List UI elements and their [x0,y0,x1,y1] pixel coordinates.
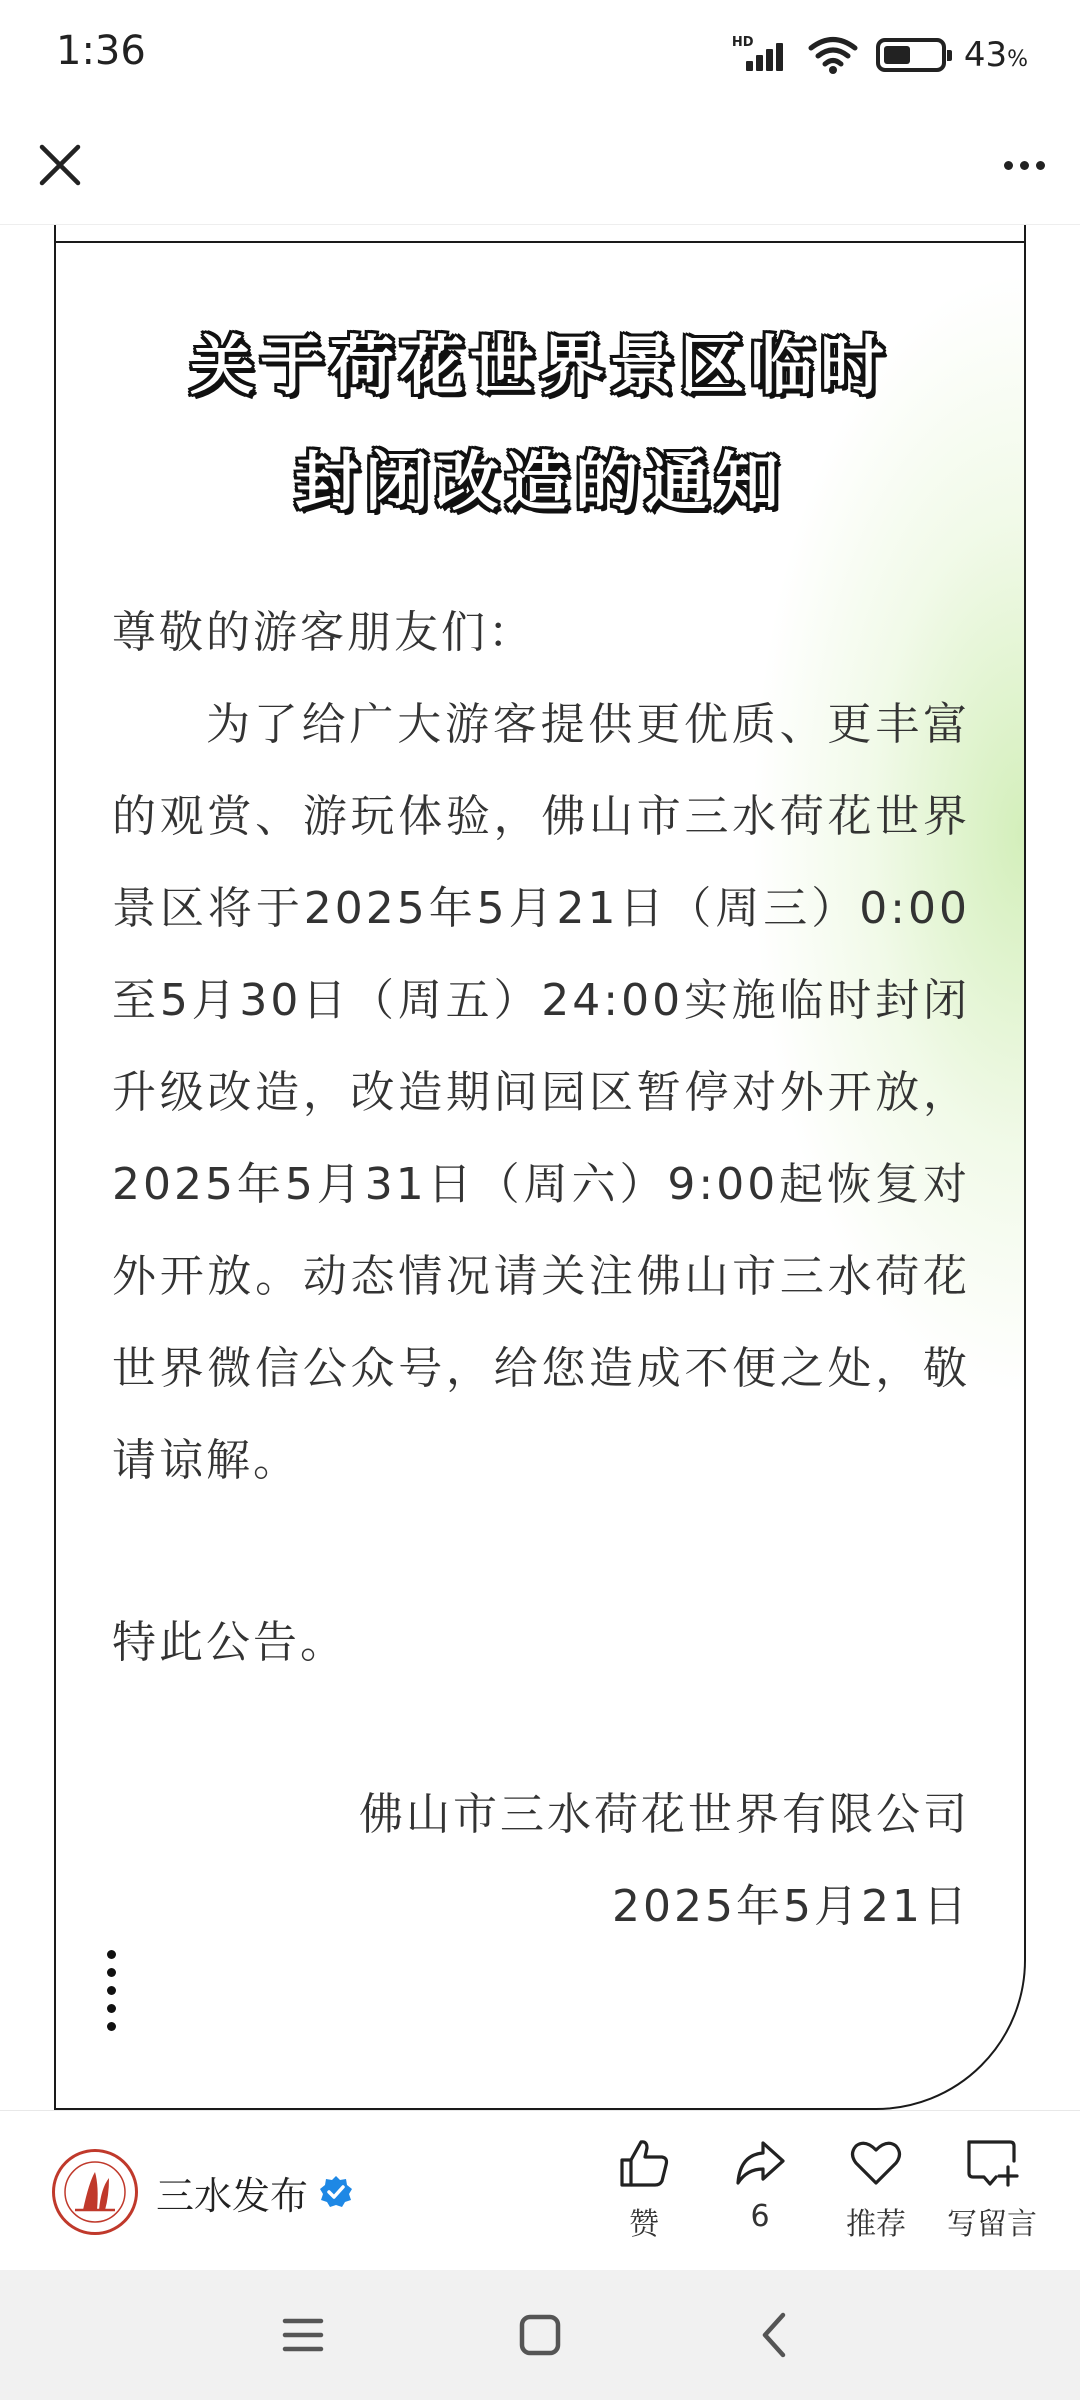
menu-icon [281,2315,325,2355]
wifi-icon [808,35,858,75]
like-label: 赞 [629,2207,659,2242]
account-name[interactable]: 三水发布 [156,2173,309,2218]
share-count: 6 [750,2199,770,2234]
recommend-label: 推荐 [846,2207,906,2242]
battery-icon [876,38,946,72]
home-square-icon [518,2313,562,2357]
decorative-dots [107,1950,117,2031]
home-button[interactable] [505,2300,575,2370]
avatar[interactable] [52,2149,138,2235]
notice-title-line-2: 封闭改造的通知 [295,446,785,520]
cellular-signal-icon [732,35,790,75]
heart-icon [846,2133,906,2193]
more-options-button[interactable] [992,133,1056,197]
signature-date: 2025年5月21日 [612,1881,970,1932]
closing-text: 特此公告。 [112,1617,347,1668]
back-button[interactable] [740,2300,810,2370]
recommend-button[interactable] [818,2133,934,2243]
greeting-text: 尊敬的游客朋友们： [112,607,535,658]
network-type-label: HD [731,35,754,50]
notice-title-line-1: 关于荷花世界景区临时 [190,330,890,404]
verified-icon [318,2174,354,2210]
close-button[interactable] [28,133,92,197]
menu-button[interactable] [268,2300,338,2370]
system-navigation-bar [0,2270,1080,2400]
thumbs-up-icon [614,2133,674,2193]
action-buttons [586,2133,1050,2243]
action-bar [0,2110,1080,2270]
more-icon [1004,161,1013,170]
share-button[interactable] [702,2133,818,2243]
notice-paragraph: 为了给广大游客提供更优质、更丰富的观赏、游玩体验，佛山市三水荷花世界景区将于2025年5月21日（周三）0:00至5月30日（周五）24:00实施临时封闭升级改造，改造期间园区暂停对外开放，2025年5月31日（周六）9:00起恢复对外开放。动态情况请关注佛山市三水荷花世界微信公众号，给您造成不便之处，敬请谅解。 [112,699,970,1486]
share-icon [730,2133,790,2193]
comment-add-icon [962,2133,1022,2193]
battery-percent: 43% [963,35,1028,75]
like-button[interactable] [586,2133,702,2243]
article-viewport[interactable] [0,225,1080,2110]
status-time: 1:36 [56,28,146,74]
signature-company: 佛山市三水荷花世界有限公司 [359,1789,970,1840]
account-info[interactable] [52,2149,354,2235]
status-bar [0,0,1080,105]
write-comment-label: 写留言 [947,2207,1037,2242]
card-top-border [56,241,1024,243]
close-icon [38,143,82,187]
top-navigation [0,105,1080,225]
back-icon [755,2311,795,2359]
write-comment-button[interactable] [934,2133,1050,2243]
status-icons [732,30,1028,80]
